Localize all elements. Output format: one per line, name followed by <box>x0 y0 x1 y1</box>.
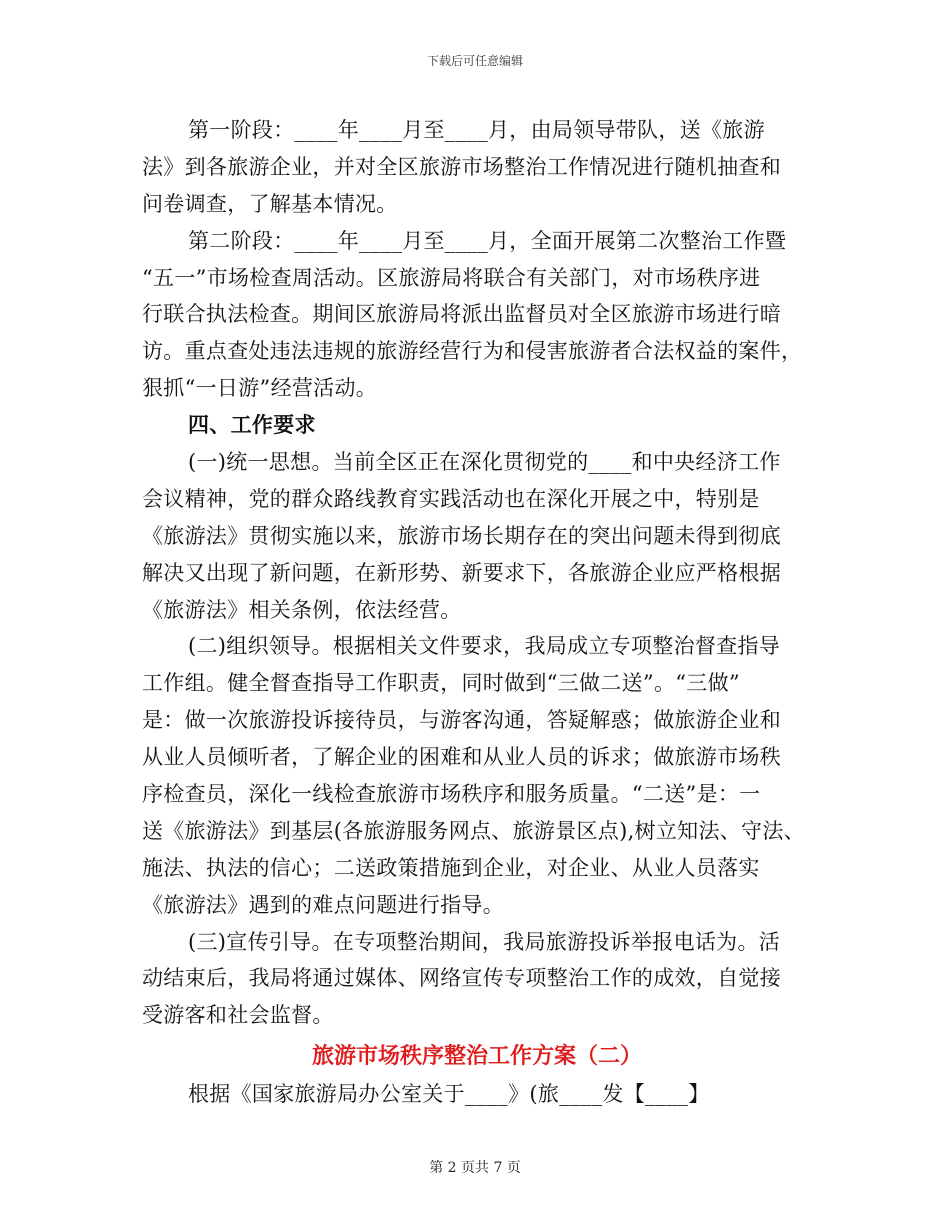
paragraph-line: 行联合执法检查。期间区旅游局将派出监督员对全区旅游市场进行暗 <box>142 302 781 327</box>
paragraph-line: 解决又出现了新问题，在新形势、新要求下，各旅游企业应严格根据 <box>142 560 781 585</box>
paragraph-line: (二)组织领导。根据相关文件要求，我局成立专项整治督查指导 <box>188 634 781 659</box>
paragraph-line: 会议精神，党的群众路线教育实践活动也在深化开展之中，特别是 <box>142 486 760 511</box>
paragraph-line: 问卷调查，了解基本情况。 <box>142 191 398 216</box>
paragraph-line: 是：做一次旅游投诉接待员，与游客沟通，答疑解惑；做旅游企业和 <box>142 708 781 733</box>
paragraph-line: 访。重点查处违法违规的旅游经营行为和侵害旅游者合法权益的案件， <box>142 339 803 364</box>
paragraph-line: 《旅游法》贯彻实施以来，旅游市场长期存在的突出问题未得到彻底 <box>142 523 781 548</box>
paragraph-line: 受游客和社会监督。 <box>142 1003 334 1028</box>
paragraph-line: 根据《国家旅游局办公室关于____》(旅____发【____】 <box>188 1082 710 1107</box>
paragraph-line: (三)宣传引导。在专项整治期间，我局旅游投诉举报电话为。活 <box>188 929 781 954</box>
paragraph-line: 第二阶段：____年____月至____月，全面开展第二次整治工作暨 <box>188 228 787 253</box>
page-footer: 第 2 页共 7 页 <box>429 1160 521 1176</box>
paragraph-line: “五一”市场检查周活动。区旅游局将联合有关部门，对市场秩序进 <box>142 265 761 290</box>
section-heading: 四、工作要求 <box>188 412 316 438</box>
page-header: 下载后可任意编辑 <box>426 54 523 68</box>
document-body <box>142 112 822 1113</box>
paragraph-line: 狠抓“一日游”经营活动。 <box>142 376 378 401</box>
paragraph-line: 动结束后，我局将通过媒体、网络宣传专项整治工作的成效，自觉接 <box>142 966 781 991</box>
paragraph-line: 送《旅游法》到基层(各旅游服务网点、旅游景区点),树立知法、守法、 <box>142 818 805 843</box>
paragraph-line: 从业人员倾听者，了解企业的困难和从业人员的诉求；做旅游市场秩 <box>142 745 781 770</box>
paragraph-line: 法》到各旅游企业，并对全区旅游市场整治工作情况进行随机抽查和 <box>142 154 781 179</box>
paragraph-line: 施法、执法的信心；二送政策措施到企业，对企业、从业人员落实 <box>142 855 760 880</box>
paragraph-line: 《旅游法》相关条例，依法经营。 <box>142 597 462 622</box>
paragraph-line: 《旅游法》遇到的难点问题进行指导。 <box>142 892 505 917</box>
paragraph-line: 序检查员，深化一线检查旅游市场秩序和服务质量。“二送”是：一 <box>142 782 761 807</box>
paragraph-line: (一)统一思想。当前全区正在深化贯彻党的____和中央经济工作 <box>188 450 781 475</box>
paragraph-line: 第一阶段：____年____月至____月，由局领导带队，送《旅游 <box>188 118 765 142</box>
document-title: 旅游市场秩序整治工作方案（二） <box>312 1043 643 1070</box>
paragraph-line: 工作组。健全督查指导工作职责，同时做到“三做二送”。“三做” <box>142 671 740 696</box>
